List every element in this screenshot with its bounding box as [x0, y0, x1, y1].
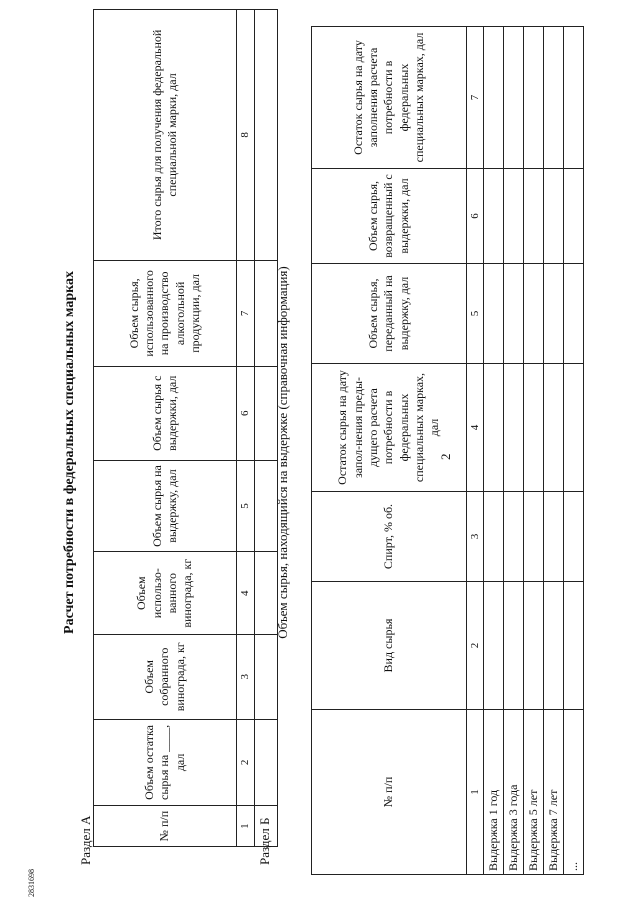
table-cell: [504, 264, 524, 364]
table-cell: [544, 27, 564, 169]
column-number: 6: [237, 366, 255, 460]
table-cell: [524, 582, 544, 710]
table-cell: [564, 264, 584, 364]
row-label: Выдержка 5 лет: [524, 710, 544, 875]
column-number: 4: [467, 364, 484, 492]
table-row: [544, 27, 564, 875]
table-cell: [484, 492, 504, 582]
table-cell: [484, 27, 504, 169]
page-title: Расчет потребности в федеральных специальных марках: [62, 271, 77, 634]
column-number: 3: [237, 634, 255, 719]
table-row: [504, 27, 524, 875]
table-row: [524, 27, 544, 875]
footer-code: 2831698: [27, 869, 36, 897]
column-number: 7: [467, 27, 484, 169]
column-number: 3: [467, 492, 484, 582]
header-a-used-grapes: Объем использо-ванного винограда, кг: [94, 552, 237, 635]
row-label: ...: [564, 710, 584, 875]
table-cell: [524, 27, 544, 169]
table-cell: [504, 27, 524, 169]
table-cell: [484, 364, 504, 492]
table-cell: [564, 492, 584, 582]
section-b-table: [311, 26, 584, 875]
section-b-label: Раздел Б: [257, 817, 272, 865]
header-b-to-aging: Объем сырья, переданный на выдержку, дал: [312, 264, 467, 364]
header-a-number: № п/п: [94, 806, 237, 847]
column-number: 6: [467, 169, 484, 264]
table-cell: [544, 582, 564, 710]
row-label: Выдержка 3 года: [504, 710, 524, 875]
header-a-to-aging: Объем сырья на выдержку, дал: [94, 460, 237, 552]
table-cell: [504, 582, 524, 710]
table-cell: [524, 364, 544, 492]
section-a-label: Раздел А: [78, 815, 93, 865]
table-cell: [484, 264, 504, 364]
column-number: 8: [237, 10, 255, 261]
table-cell: [544, 364, 564, 492]
header-a-total: Итого сырья для получения федеральной специальной марки, дал: [94, 10, 237, 261]
header-a-from-aging: Объем сырья с выдержки, дал: [94, 366, 237, 460]
column-number: 5: [237, 460, 255, 552]
table-cell: [544, 492, 564, 582]
table-cell: [524, 492, 544, 582]
table-cell: [564, 169, 584, 264]
table-cell: [504, 492, 524, 582]
table-row: [484, 27, 504, 875]
header-b-from-aging: Объем сырья, возвращенный с выдержки, дал: [312, 169, 467, 264]
row-label: Выдержка 1 год: [484, 710, 504, 875]
header-a-harvested-grapes: Объем собранного винограда, кг: [94, 634, 237, 719]
header-b-number: № п/п: [312, 710, 467, 875]
table-cell: [524, 264, 544, 364]
column-number: 5: [467, 264, 484, 364]
column-number: 4: [237, 552, 255, 635]
table-cell: [544, 169, 564, 264]
table-row: [564, 27, 584, 875]
section-b-subtitle: Объем сырья, находящийся на выдержке (справочная информация): [275, 266, 290, 639]
header-a-remainder: Объем остатка сырья на ____, дал: [94, 719, 237, 806]
table-cell: [504, 169, 524, 264]
table-cell: [564, 364, 584, 492]
column-number: 1: [237, 806, 255, 847]
table-cell: [524, 169, 544, 264]
column-number: 1: [467, 710, 484, 875]
column-number: 2: [237, 719, 255, 806]
header-b-alcohol: Спирт, % об.: [312, 492, 467, 582]
column-number: 7: [237, 260, 255, 366]
header-b-prev-remainder: Остаток сырья на дату запол-нения преды-дущего расчета потребности в федеральных специальных марках, дал: [312, 364, 467, 492]
table-cell: [484, 582, 504, 710]
section-a-table: [93, 9, 278, 847]
table-cell: [504, 364, 524, 492]
page-number: 2: [438, 453, 453, 460]
header-a-used-production: Объем сырья, использованного на производство алкогольной продукции, дал: [94, 260, 237, 366]
header-b-current-remainder: Остаток сырья на дату заполнения расчета потребности в федеральных специальных марках, дал: [312, 27, 467, 169]
table-cell: [484, 169, 504, 264]
table-cell: [564, 582, 584, 710]
table-cell: [564, 27, 584, 169]
header-b-raw-type: Вид сырья: [312, 582, 467, 710]
row-label: Выдержка 7 лет: [544, 710, 564, 875]
column-number: 2: [467, 582, 484, 710]
table-cell: [544, 264, 564, 364]
